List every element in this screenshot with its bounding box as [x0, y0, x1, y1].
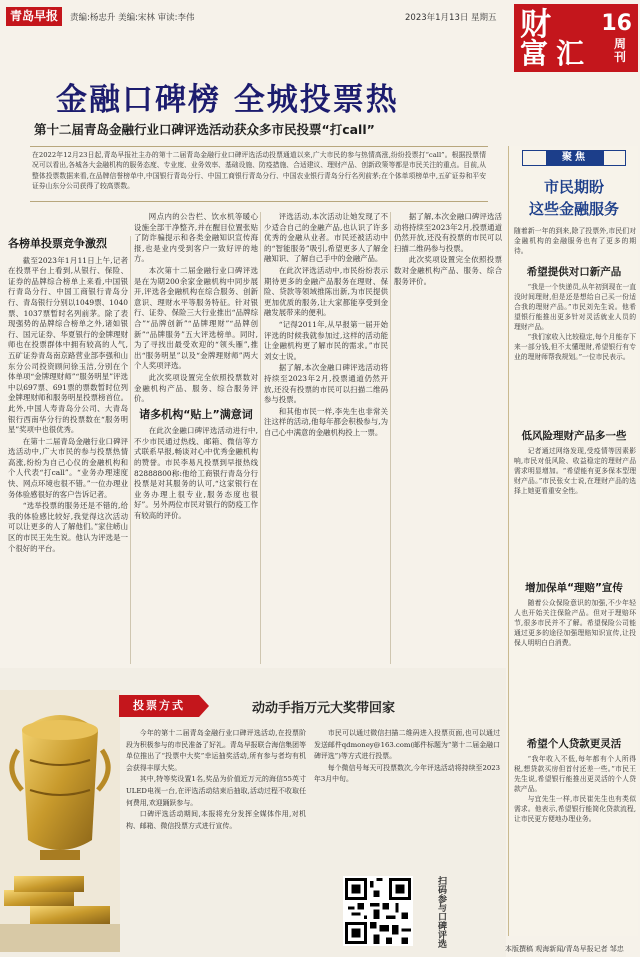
- paragraph: 今年的第十二届青岛金融行业口碑评选活动,在投票阶段为积极参与的市民准备了好礼。青岛早报联合海信集团等单位推出了“投票中大奖”幸运抽奖活动,所有参与者均有机会获得丰厚大奖。: [126, 729, 306, 772]
- page-type: 周刊: [614, 37, 627, 64]
- sidebar-section-heading: 希望个人贷款更灵活: [526, 738, 622, 750]
- sidebar-section-body: [514, 754, 636, 940]
- newspaper-logo: 青岛早报: [6, 7, 62, 26]
- paragraph: “选举投票的服务还是不错的,给我的体验感比较好,我觉得这次活动可以让更多的人了解他们。”家住崂山区的市民王先生说。他认为评选是一个很好的平台。: [8, 501, 128, 553]
- paragraph: 在第十二届青岛金融行业口碑评选活动中,广大市民的参与投票热情高涨,纷纷为自己心仪的金融机构和个人代表“打call”。“业务办理速度快、网点环境也很不错。”一位办理业务体验感很好的客户告诉记者。: [8, 436, 128, 499]
- sidebar-lead: 随着新一年的到来,除了投票外,市民们对金融机构的金融服务也有了更多的期待。: [514, 227, 636, 255]
- editor-credits: 责编:杨忠升 美编:宋林 审读:李伟: [70, 13, 195, 23]
- paragraph: “记得2011年,从早报第一届开始评选的时候我就参加过,这样的活动能让金融机构更了解市民的需求。”市民刘女士说。: [264, 319, 388, 361]
- lottery-title: 动动手指万元大奖带回家: [252, 701, 396, 716]
- paragraph: 在此次评选活动中,市民纷纷表示期待更多的金融产品服务在理财、保险、贷款等领域推陈出新,为市民提供更加优质的服务,让大家都能享受到金融发展带来的便利。: [264, 265, 388, 318]
- paragraph: 本次第十二届金融行业口碑评选是在为期200余家金融机构中同步展开,评选各金融机构在综合服务、创新意识、理财水平等服务特征。针对银行、证券、保险三大行业推出“品牌综合”“品牌创新”“品牌理财”“品牌创新”“品牌服务”五大评选榜单。同时,为了寻找出最受欢迎的“领头雁”,推出“服务明星”以及“金牌理财师”两大个人奖项评选。: [134, 265, 258, 371]
- column-heading: 诸多机构“贴上”满意词: [139, 407, 253, 421]
- article-column-4: [394, 212, 502, 664]
- column-heading: 各榜单投票竞争激烈: [8, 237, 107, 250]
- paragraph: 随着公众保险意识的加强,不少年轻人也开始关注保险产品。但对于理赔环节,很多市民并不了解。希望保险公司能通过更多的途径加强理赔知识宣传,让投保人明明白白消费。: [514, 599, 636, 647]
- paragraph: 记者通过网络发现,受疫情等因素影响,市民对低风险、收益稳定的理财产品需求明显增加。“希望能有更多保本型理财产品。”市民张女士说,在理财产品的选择上她更看重安全性。: [514, 447, 636, 495]
- section-badge: [514, 4, 638, 72]
- sidebar-title: [512, 176, 636, 220]
- section-name-rest: 富汇: [520, 37, 593, 70]
- paragraph: 评选活动,本次活动让她发现了不少适合自己的金融产品,也认识了许多优秀的金融从业者。市民还被活动中的“智能服务”吸引,希望更多人了解金融知识、了解自己手中的金融产品。: [264, 212, 388, 264]
- issue-date: 2023年1月13日 星期五: [405, 13, 497, 23]
- column-divider: [130, 236, 131, 664]
- page-footer-credits: 本版撰稿 观海新闻/青岛早报记者 邹忠: [505, 945, 624, 953]
- paragraph: 网点内的公告栏、饮水机等暖心设施全部干净整齐,并在醒目位置张贴了防诈骗提示和各类金融知识宣传海报,也是业内受到客户一致好评的地方。: [134, 212, 258, 264]
- qr-code[interactable]: [343, 876, 413, 946]
- sub-headline: 第十二届青岛金融行业口碑评选活动获众多市民投票“打call”: [34, 122, 375, 137]
- section-name-first: 财: [520, 7, 552, 43]
- main-headline: 金融口碑榜 全城投票热: [56, 82, 399, 118]
- qr-scan-label: 扫码参与口碑评选: [436, 876, 446, 948]
- column-divider: [390, 212, 391, 664]
- paragraph: 和其他市民一样,李先生也非常关注这样的活动,他每年都会积极参与,为自己心中满意的金融机构投上一票。: [264, 406, 388, 437]
- sidebar-section-body: [514, 282, 636, 422]
- paragraph: 在此次金融口碑评选活动进行中,不少市民通过热线、邮箱、微信等方式联系早报,畅谈对心中优秀金融机构的赞誉。市民李易凡投票到早报热线82888800称:他给工商银行青岛分行投票是对其服务的认可,“这家银行在业务办理上很专业,服务态度也很好”。另外两位市民对银行的防疫工作有较高的评价。: [134, 426, 258, 521]
- column-divider: [260, 212, 261, 664]
- sidebar-title-line2: 这些金融服务: [528, 200, 619, 218]
- paragraph: 市民可以通过微信扫描二维码进入投票页面,也可以通过发送邮件qdmoney@163.com(邮件标题为“第十二届金融口碑评选”)等方式进行投票。: [314, 729, 500, 761]
- paragraph: 与宜先生一样,市民崔先生也有类似需求。他表示,希望银行能简化贷款流程,让市民更方便地办理业务。: [514, 795, 636, 823]
- sidebar-title-line1: 市民期盼: [543, 178, 604, 196]
- paragraph: “我们家收入比较稳定,每个月能存下来一部分钱,但不太懂理财,希望银行有专业的理财师帮我规划。”一位市民表示。: [514, 333, 636, 361]
- article-lead: 在2022年12月23日起,青岛早报社主办的第十二届青岛金融行业口碑评选活动投票通道以来,广大市民的参与热情高涨,纷纷投票打“call”。根据投票情况可以看出,各城各大金融机构的服务态度、专业度、业务效率、基础设施、防疫措施、合适建议、理财产品、创新政策等都是市民关注的重点。目前,从整体投票数据来看,在品牌信誉榜单中,中国银行青岛分行、中国工商银行青岛分行、中国农业银行青岛分行名列前茅;在个体单项榜单中,五矿证券和平安证券山东分公司获得了较高票数。: [30, 146, 488, 202]
- page-number: 16: [601, 11, 632, 36]
- paragraph: 此次奖项设置完全依照投票数对金融机构产品、服务、综合服务评价。: [134, 372, 258, 404]
- paragraph: “我是一个快递员,从年初到现在一直没时间理财,但是还是想给自己买一份适合我的理财产品。”市民刘先生说。他希望银行能推出更多针对灵活就业人员的理财产品。: [514, 283, 636, 331]
- article-column-2: [134, 212, 258, 664]
- paragraph: “我年收入不低,每年都有个人所得税,想贷款买房但首付还差一些。”市民王先生说,希望银行能推出更灵活的个人贷款产品。: [514, 755, 636, 793]
- sidebar-section-body: [514, 446, 636, 576]
- paragraph: 截至2023年1月11日上午,记者在投票平台上看到,从银行、保险、证券的品牌综合榜单上来看,中国银行青岛分行、中国工商银行青岛分行、青岛银行分别以1049票、1040票、1037票暂时名列前茅。除了表现强势的品牌综合榜单之外,诸如银行、国元证券、华夏银行的金牌理财师也在投票群体中拥有较高的人气,五矿证券青岛南京路营业部李强和山东分公司投资顾问徐玉洁,分别在个体单项“金牌理财师”“服务明星”评选中以697票、691票的票数暂时位列金牌理财师和服务明星投票榜首位。此外,中国人寿青岛分公司、大青岛银行西南华分行的投票数在“服务明星”奖项中也很优秀。: [8, 255, 128, 435]
- paragraph: 每个微信号每天可投票数次,今年评选活动将持续至2023年3月中旬。: [314, 763, 500, 784]
- sidebar-section-heading: 希望提供对口新产品: [526, 266, 622, 278]
- paragraph: 此次奖项设置完全依照投票数对金融机构产品、服务、综合服务评价。: [394, 255, 502, 286]
- sidebar-section-heading: 增加保单“理赔”宣传: [525, 582, 623, 594]
- paragraph: 据了解,本次金融口碑评选活动将持续至2023年2月,投票通道仍然开放,还没有投票的市民可以扫描二维码参与投票。: [264, 363, 388, 405]
- article-column-1: [8, 234, 128, 664]
- lottery-column-1: [126, 728, 306, 948]
- gold-trophy-illustration: [0, 690, 120, 952]
- lottery-column-2: [314, 728, 500, 868]
- sidebar-section-body: [514, 598, 636, 728]
- focus-tag: [508, 146, 638, 168]
- sidebar-section-heading: 低风险理财产品多一些: [521, 430, 627, 442]
- paragraph: 其中,特等奖设置1名,奖品为价值近万元的海信55英寸ULED电视一台,在评选活动结束后抽取,活动过程不收取任何费用,欢迎踊跃参与。: [126, 775, 306, 807]
- article-column-3: [264, 212, 388, 664]
- paragraph: 据了解,本次金融口碑评选活动将持续至2023年2月,投票通道仍然开放,还没有投票的市民可以扫描二维码参与投票。: [394, 212, 502, 253]
- focus-tag-label: 聚焦: [546, 150, 604, 166]
- paragraph: 口碑评选活动期间,本报将充分发挥全媒体作用,对机构、邮箱、微信投票方式进行宣传。: [126, 810, 306, 830]
- lottery-section-tag: 投票方式: [119, 695, 199, 717]
